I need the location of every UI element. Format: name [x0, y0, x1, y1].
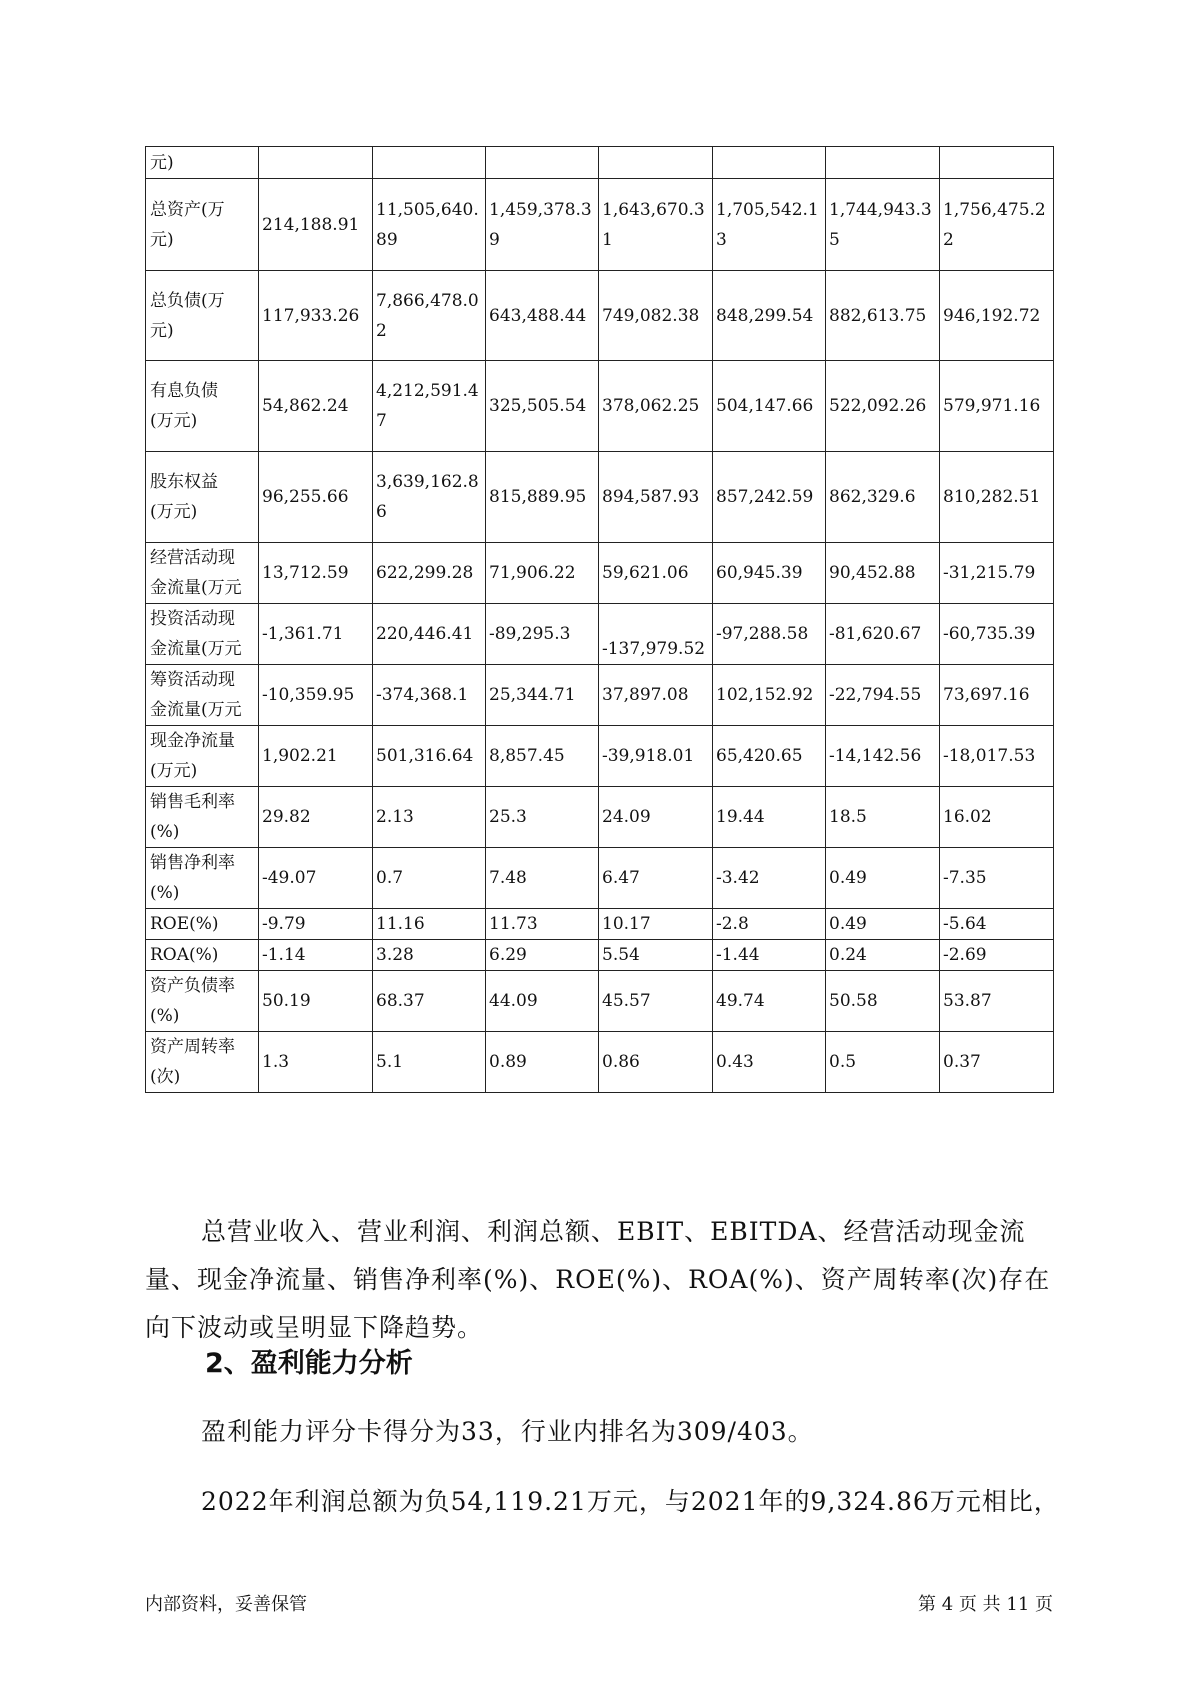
table-cell: -3.42 [713, 848, 826, 909]
table-cell: 378,062.25 [599, 361, 713, 452]
profit-paragraph: 2022年利润总额为负54,119.21万元，与2021年的9,324.86万元相比， [201, 1487, 1060, 1516]
table-cell: 0.5 [826, 1032, 940, 1093]
table-row [146, 971, 1054, 1032]
table-cell: -39,918.01 [599, 726, 713, 787]
table-row [146, 848, 1054, 909]
table-cell: -10,359.95 [259, 665, 373, 726]
row-label: 筹资活动现 金流量(万元 [146, 665, 259, 726]
table-row [146, 909, 1054, 940]
table-cell: 5.54 [599, 940, 713, 971]
table-cell [940, 147, 1054, 179]
table-cell: 19.44 [713, 787, 826, 848]
table-cell: -137,979.52 [599, 604, 713, 665]
table-cell: 24.09 [599, 787, 713, 848]
table-row [146, 147, 1054, 179]
table-cell: 11.16 [373, 909, 486, 940]
table-row [146, 604, 1054, 665]
table-cell: 44.09 [486, 971, 599, 1032]
row-label: 资产负债率 (%) [146, 971, 259, 1032]
table-cell: 65,420.65 [713, 726, 826, 787]
table-cell: 0.89 [486, 1032, 599, 1093]
table-cell: -49.07 [259, 848, 373, 909]
table-cell: 68.37 [373, 971, 486, 1032]
table-cell: 579,971.16 [940, 361, 1054, 452]
summary-paragraph: 总营业收入、营业利润、利润总额、EBIT、EBITDA、经营活动现金流量、现金净流量、销售净利率(%)、ROE(%)、ROA(%)、资产周转率(次)存在向下波动或呈明显下降趋势。 [145, 1217, 1051, 1342]
table-cell: -14,142.56 [826, 726, 940, 787]
row-label: 投资活动现 金流量(万元 [146, 604, 259, 665]
table-row [146, 1032, 1054, 1093]
table-cell: 0.49 [826, 909, 940, 940]
row-label: 现金净流量 (万元) [146, 726, 259, 787]
table-cell: 7,866,478.0 2 [373, 271, 486, 361]
table-cell: 18.5 [826, 787, 940, 848]
table-cell: 643,488.44 [486, 271, 599, 361]
table-cell [826, 147, 940, 179]
table-cell: -1.14 [259, 940, 373, 971]
row-label: 总资产(万 元) [146, 179, 259, 271]
table-cell: 882,613.75 [826, 271, 940, 361]
score-paragraph: 盈利能力评分卡得分为33，行业内排名为309/403。 [201, 1417, 814, 1446]
table-cell: 16.02 [940, 787, 1054, 848]
row-label: ROA(%) [146, 940, 259, 971]
table-cell: 90,452.88 [826, 543, 940, 604]
table-cell: -5.64 [940, 909, 1054, 940]
table-cell: 0.37 [940, 1032, 1054, 1093]
table-cell: 894,587.93 [599, 452, 713, 543]
table-cell: 7.48 [486, 848, 599, 909]
table-cell: 214,188.91 [259, 179, 373, 271]
table-cell: 6.47 [599, 848, 713, 909]
table-cell: 45.57 [599, 971, 713, 1032]
table-cell: 71,906.22 [486, 543, 599, 604]
table-cell [713, 147, 826, 179]
table-cell [259, 147, 373, 179]
section-heading: 2、盈利能力分析 [205, 1348, 413, 1379]
table-cell: 13,712.59 [259, 543, 373, 604]
row-label: 销售净利率 (%) [146, 848, 259, 909]
table-cell: -89,295.3 [486, 604, 599, 665]
table-cell: -374,368.1 [373, 665, 486, 726]
table-cell: 11,505,640. 89 [373, 179, 486, 271]
table-cell: 49.74 [713, 971, 826, 1032]
table-cell: -2.69 [940, 940, 1054, 971]
table-cell: 59,621.06 [599, 543, 713, 604]
table-cell: -9.79 [259, 909, 373, 940]
table-cell: 1,705,542.1 3 [713, 179, 826, 271]
table-cell: 862,329.6 [826, 452, 940, 543]
table-cell: 29.82 [259, 787, 373, 848]
table-cell: -22,794.55 [826, 665, 940, 726]
table-cell: 53.87 [940, 971, 1054, 1032]
footer-confidential: 内部资料，妥善保管 [145, 1594, 307, 1615]
table-cell: -1,361.71 [259, 604, 373, 665]
table-cell: -81,620.67 [826, 604, 940, 665]
table-cell: 815,889.95 [486, 452, 599, 543]
row-label: 销售毛利率 (%) [146, 787, 259, 848]
row-label: 资产周转率 (次) [146, 1032, 259, 1093]
table-cell: 504,147.66 [713, 361, 826, 452]
table-cell: 810,282.51 [940, 452, 1054, 543]
table-cell: 0.49 [826, 848, 940, 909]
row-label: 经营活动现 金流量(万元 [146, 543, 259, 604]
table-cell: -60,735.39 [940, 604, 1054, 665]
table-row [146, 940, 1054, 971]
table-cell: 1,643,670.3 1 [599, 179, 713, 271]
table-cell: -97,288.58 [713, 604, 826, 665]
table-cell: 54,862.24 [259, 361, 373, 452]
table-cell: 1.3 [259, 1032, 373, 1093]
table-cell: 25.3 [486, 787, 599, 848]
table-cell: 1,756,475.2 2 [940, 179, 1054, 271]
table-cell: 5.1 [373, 1032, 486, 1093]
table-cell: 848,299.54 [713, 271, 826, 361]
table-row [146, 787, 1054, 848]
table-cell: 325,505.54 [486, 361, 599, 452]
table-cell: 220,446.41 [373, 604, 486, 665]
table-cell: 3,639,162.8 6 [373, 452, 486, 543]
table-body [146, 147, 1054, 1093]
table-cell: -18,017.53 [940, 726, 1054, 787]
table-row [146, 452, 1054, 543]
table-cell [373, 147, 486, 179]
table-cell: 6.29 [486, 940, 599, 971]
table-cell: 522,092.26 [826, 361, 940, 452]
table-cell: 0.43 [713, 1032, 826, 1093]
table-cell: 73,697.16 [940, 665, 1054, 726]
row-label: ROE(%) [146, 909, 259, 940]
table-cell: 0.86 [599, 1032, 713, 1093]
row-label: 总负债(万 元) [146, 271, 259, 361]
table-cell: -1.44 [713, 940, 826, 971]
table-cell: 11.73 [486, 909, 599, 940]
table-row [146, 271, 1054, 361]
table-row [146, 665, 1054, 726]
table-cell: 0.24 [826, 940, 940, 971]
table-cell: 37,897.08 [599, 665, 713, 726]
row-label: 股东权益 (万元) [146, 452, 259, 543]
table-cell: 501,316.64 [373, 726, 486, 787]
table-cell: 60,945.39 [713, 543, 826, 604]
table-cell: 102,152.92 [713, 665, 826, 726]
table-row [146, 361, 1054, 452]
table-cell: 0.7 [373, 848, 486, 909]
table-cell: 50.58 [826, 971, 940, 1032]
financial-table [145, 146, 1054, 1093]
table-cell: -7.35 [940, 848, 1054, 909]
table-cell: 1,459,378.3 9 [486, 179, 599, 271]
table-cell: -2.8 [713, 909, 826, 940]
table-cell: 2.13 [373, 787, 486, 848]
table-cell: 50.19 [259, 971, 373, 1032]
row-label: 有息负债 (万元) [146, 361, 259, 452]
table-cell: 857,242.59 [713, 452, 826, 543]
table-row [146, 543, 1054, 604]
table-cell [599, 147, 713, 179]
table-row [146, 726, 1054, 787]
row-label: 元) [146, 147, 259, 179]
table-cell [486, 147, 599, 179]
table-cell: 25,344.71 [486, 665, 599, 726]
table-row [146, 179, 1054, 271]
footer-page-number: 第 4 页 共 11 页 [918, 1594, 1053, 1615]
table-cell: 1,902.21 [259, 726, 373, 787]
table-cell: 3.28 [373, 940, 486, 971]
table-cell: 4,212,591.4 7 [373, 361, 486, 452]
table-cell: 117,933.26 [259, 271, 373, 361]
table-cell: -31,215.79 [940, 543, 1054, 604]
table-cell: 622,299.28 [373, 543, 486, 604]
table-cell: 1,744,943.3 5 [826, 179, 940, 271]
table-cell: 8,857.45 [486, 726, 599, 787]
table-cell: 10.17 [599, 909, 713, 940]
table-cell: 749,082.38 [599, 271, 713, 361]
table-cell: 96,255.66 [259, 452, 373, 543]
table-cell: 946,192.72 [940, 271, 1054, 361]
